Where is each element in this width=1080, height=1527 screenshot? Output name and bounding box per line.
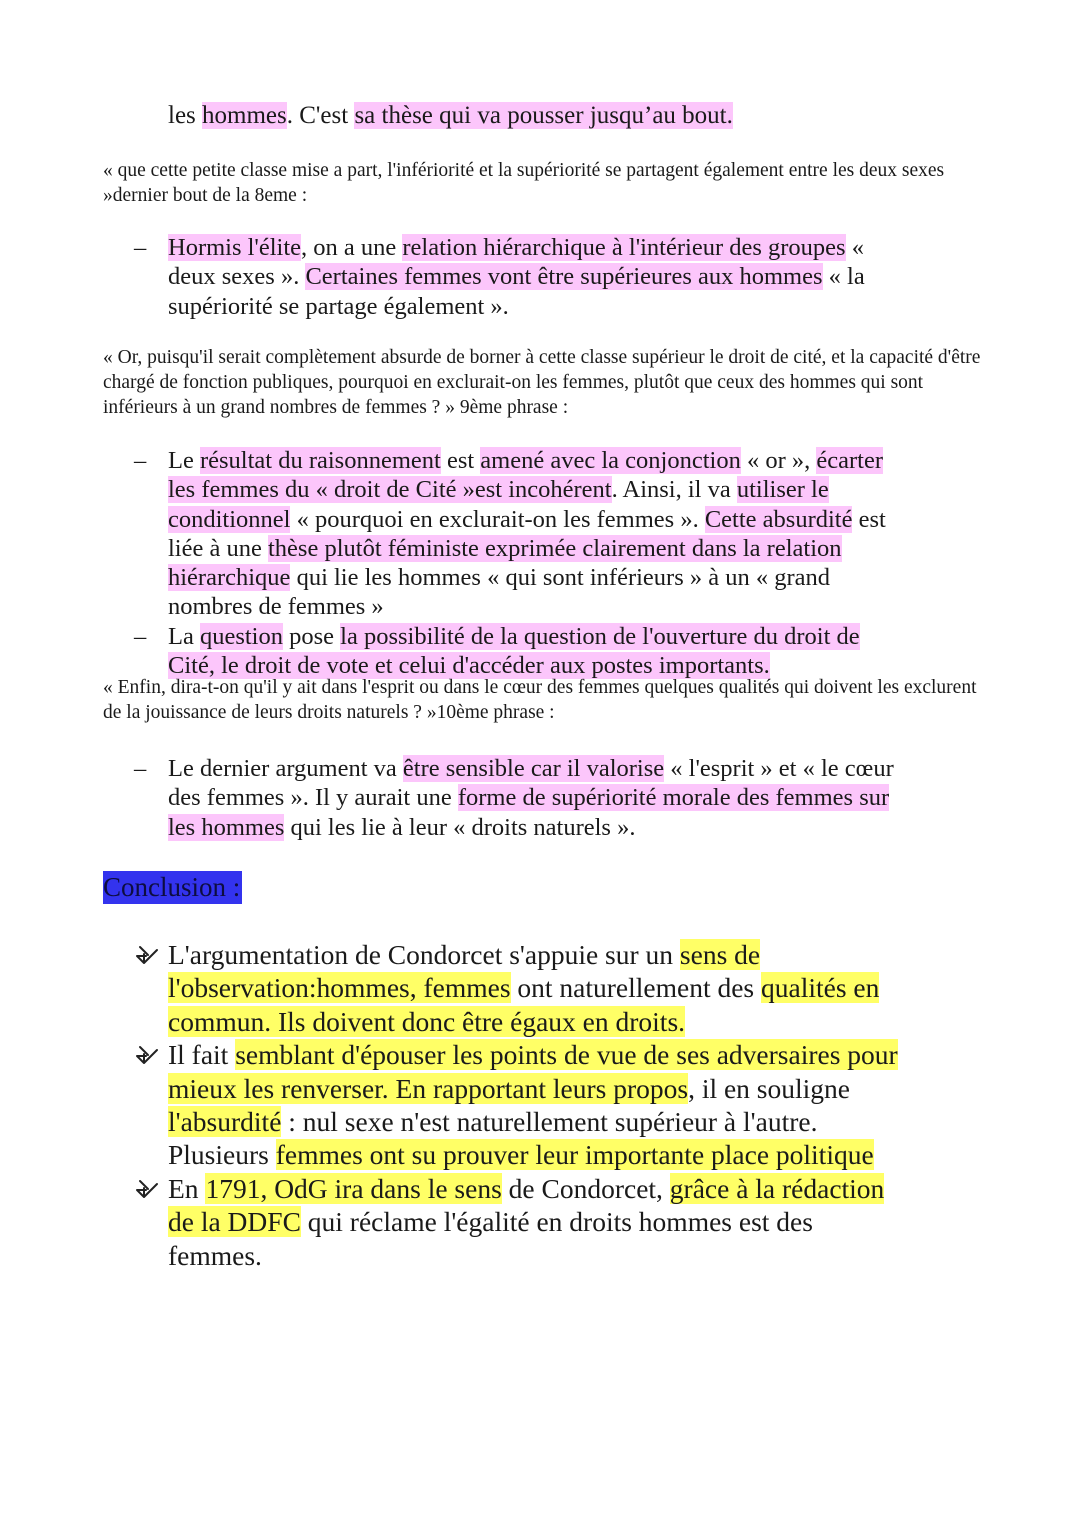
conclusion-list [0, 938, 1000, 1272]
text: L'argumentation de Condorcet s'appuie sur un [168, 939, 680, 970]
highlight-yellow: qualités en commun. Ils doivent donc être égaux en droits. [168, 972, 880, 1037]
highlight-yellow: semblant d'épouser les points de vue de ses adversaires pour mieux les renverser. En rapportant leurs propos [168, 1039, 898, 1104]
highlight-yellow: 1791, OdG ira dans le sens [205, 1172, 502, 1204]
arrow-bullet-icon [134, 1042, 160, 1068]
list-item [0, 938, 1000, 1038]
highlight-pink: sa thèse qui va pousser jusqu’au bout. [354, 102, 733, 129]
text: « la supériorité se partage également ». [168, 263, 865, 320]
dash-bullet: – [134, 447, 147, 474]
text: de Condorcet, [501, 1172, 670, 1204]
text: pose [283, 622, 341, 650]
list-item [0, 754, 1000, 842]
highlight-yellow: l'absurdité [168, 1106, 282, 1138]
text: ont naturellement des [510, 972, 762, 1004]
text: . Ainsi, il va [611, 476, 737, 504]
text: qui les lie à leur « droits naturels ». [284, 813, 636, 841]
text: qui réclame l'égalité en droits hommes est des femmes. [168, 1206, 813, 1271]
list-item [0, 622, 1000, 681]
highlight-pink: Hormis l'élite [168, 234, 302, 261]
text: les [168, 102, 203, 129]
dash-bullet: – [134, 755, 147, 782]
highlight-pink: hommes [202, 102, 287, 129]
highlight-pink: relation hiérarchique à l'intérieur des groupes [402, 234, 846, 261]
highlight-yellow: femmes ont su prouver leur importante place politique [275, 1139, 874, 1171]
text: La [168, 622, 200, 650]
text: . C'est [286, 102, 355, 129]
highlight-yellow: sens de l'observation:hommes, femmes [168, 939, 761, 1004]
dash-bullet: – [134, 622, 147, 650]
text: est liée à une [168, 505, 886, 562]
highlight-pink: Certaines femmes vont être supérieures aux hommes [305, 263, 823, 291]
highlight-pink: forme de supériorité morale des femmes sur les hommes [168, 784, 890, 841]
text: est [440, 447, 481, 474]
highlight-pink: thèse plutôt féministe exprimée clairement dans la relation hiérarchique [168, 534, 842, 592]
highlight-yellow: grâce à la rédaction de la DDFC [168, 1172, 885, 1238]
highlight-pink: amené avec la conjonction [480, 447, 741, 474]
text: En [168, 1172, 206, 1204]
text: Le dernier argument va [168, 755, 403, 782]
highlight-pink: la possibilité de la question de l'ouverture du droit de Cité, le droit de vote et celui d'accéder aux postes importants. [168, 622, 860, 680]
quote-paragraph-2: « Or, puisqu'il serait complètement absurde de borner à cette classe supérieur le droit de cité, et la capacité d'être chargé de fonction publiques, pourquoi en exclurait-on les femmes, plutôt que ceux des hommes qui sont inférieurs à un grand nombres de femmes ? » 9ème phrase : [103, 347, 981, 418]
text: « or », [740, 447, 817, 474]
text: « pourquoi en exclurait-on les femmes ». [290, 505, 705, 533]
text: « deux sexes ». [168, 234, 864, 291]
arrow-bullet-icon [134, 942, 160, 968]
analysis-list-3 [0, 754, 1000, 842]
arrow-bullet-icon [134, 1176, 160, 1202]
list-item [0, 446, 1000, 622]
highlight-pink: résultat du raisonnement [199, 447, 441, 474]
text: , on a une [301, 234, 403, 261]
text: Le [168, 447, 200, 474]
text: Il fait [168, 1039, 236, 1071]
quote-paragraph-3: « Enfin, dira-t-on qu'il y ait dans l'esprit ou dans le cœur des femmes quelques qualités qui doivent les exclurent de la jouissance de leurs droits naturels ? »10ème phrase : [103, 677, 977, 723]
list-item [0, 1038, 1000, 1172]
list-item [0, 233, 1000, 321]
highlight-pink: question [199, 622, 283, 650]
conclusion-heading: Conclusion : [103, 872, 241, 902]
highlight-pink: écarter les femmes du « droit de Cité »est incohérent [168, 447, 883, 504]
analysis-list-2 [0, 446, 1000, 680]
analysis-list-1 [0, 233, 1000, 321]
highlight-pink: Cette absurdité [704, 505, 853, 533]
highlight-pink: être sensible car il valorise [402, 755, 665, 782]
text: : nul sexe n'est naturellement supérieur à l'autre. Plusieurs [168, 1106, 818, 1171]
list-item [0, 1172, 1000, 1272]
highlight-pink: utiliser le conditionnel [168, 476, 829, 533]
text: , il en souligne [688, 1072, 850, 1104]
text: qui lie les hommes « qui sont inférieurs » à un « grand nombres de femmes » [168, 564, 831, 621]
text: « l'esprit » et « le cœur des femmes ». Il y aurait une [168, 755, 894, 812]
continuation-line [168, 101, 1008, 131]
dash-bullet: – [134, 234, 147, 261]
quote-paragraph-1: « que cette petite classe mise a part, l'infériorité et la supériorité se partagent également entre les deux sexes »dernier bout de la 8eme : [103, 160, 945, 206]
